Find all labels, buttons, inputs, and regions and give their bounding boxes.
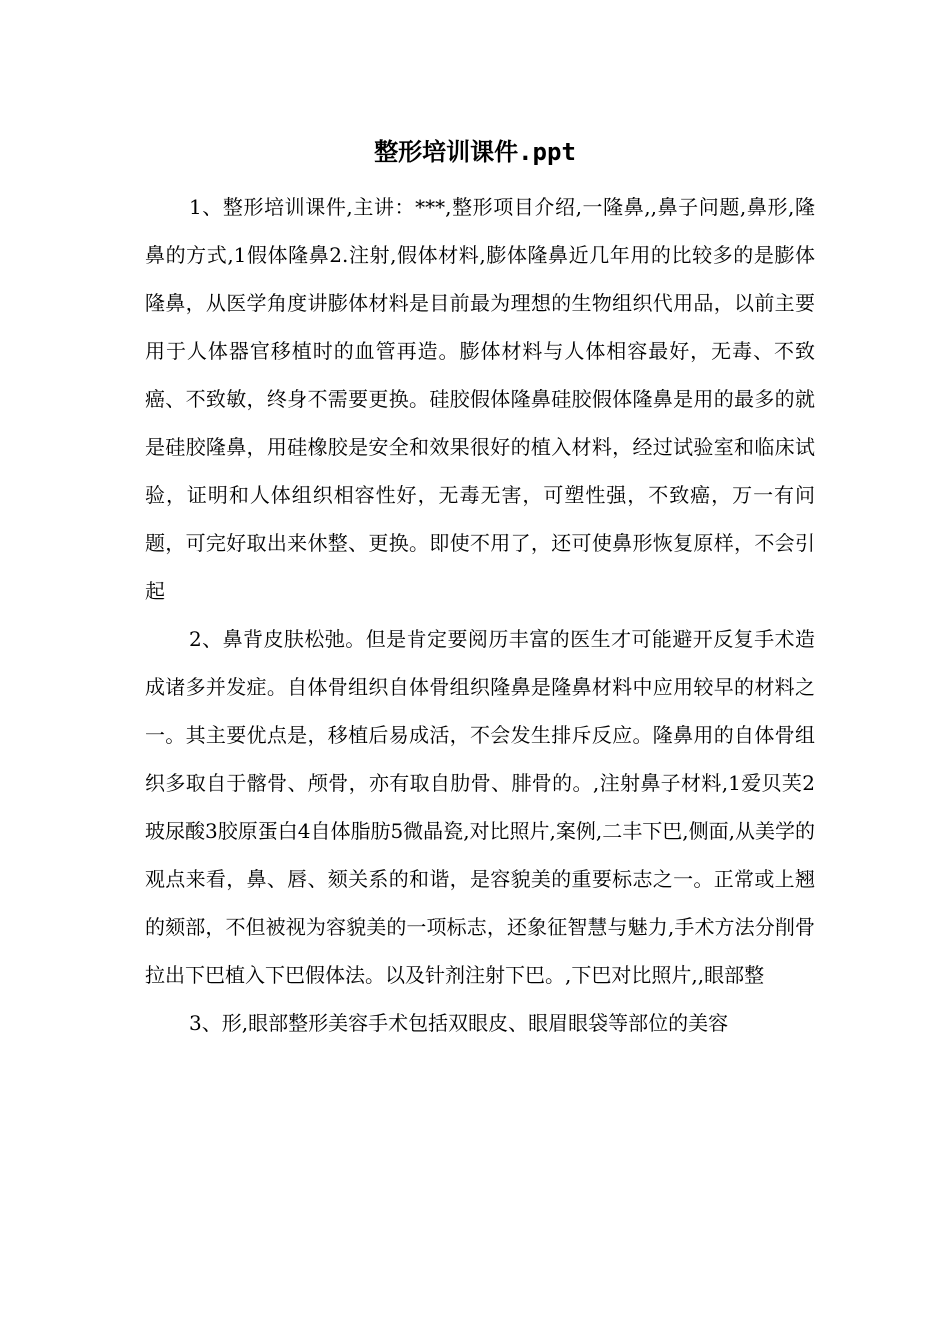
paragraph-1: 1、整形培训课件,主讲：***,整形项目介绍,一隆鼻,,鼻子问题,鼻形,隆鼻的方式,1假体隆鼻2.注射,假体材料,膨体隆鼻近几年用的比较多的是膨体隆鼻，从医学角度讲膨体材料是目前最为理想的生物组织代用品，以前主要用于人体器官移植时的血管再造。膨体材料与人体相容最好，无毒、不致癌、不致敏，终身不需要更换。硅胶假体隆鼻硅胶假体隆鼻是用的最多的就是硅胶隆鼻，用硅橡胶是安全和效果很好的植入材料，经过试验室和临床试验，证明和人体组织相容性好，无毒无害，可塑性强，不致癌，万一有问题，可完好取出来休整、更换。即使不用了，还可使鼻形恢复原样，不会引起 [145,195,815,603]
paragraph-2: 2、鼻背皮肤松弛。但是肯定要阅历丰富的医生才可能避开反复手术造成诸多并发症。自体骨组织自体骨组织隆鼻是隆鼻材料中应用较早的材料之一。其主要优点是，移植后易成活，不会发生排斥反应。隆鼻用的自体骨组织多取自于髂骨、颅骨，亦有取自肋骨、腓骨的。,注射鼻子材料,1爱贝芙2玻尿酸3胶原蛋白4自体脂肪5微晶瓷,对比照片,案例,二丰下巴,侧面,从美学的观点来看，鼻、唇、颏关系的和谐，是容貌美的重要标志之一。正常或上翘的颏部，不但被视为容貌美的一项标志，还象征智慧与魅力,手术方法分削骨拉出下巴植入下巴假体法。以及针剂注射下巴。,下巴对比照片,,眼部整 [145,627,815,987]
paragraph-3: 3、形,眼部整形美容手术包括双眼皮、眼眉眼袋等部位的美容 [189,1011,729,1035]
document-body [145,183,815,1047]
document-title: 整形培训课件.ppt [374,138,576,166]
